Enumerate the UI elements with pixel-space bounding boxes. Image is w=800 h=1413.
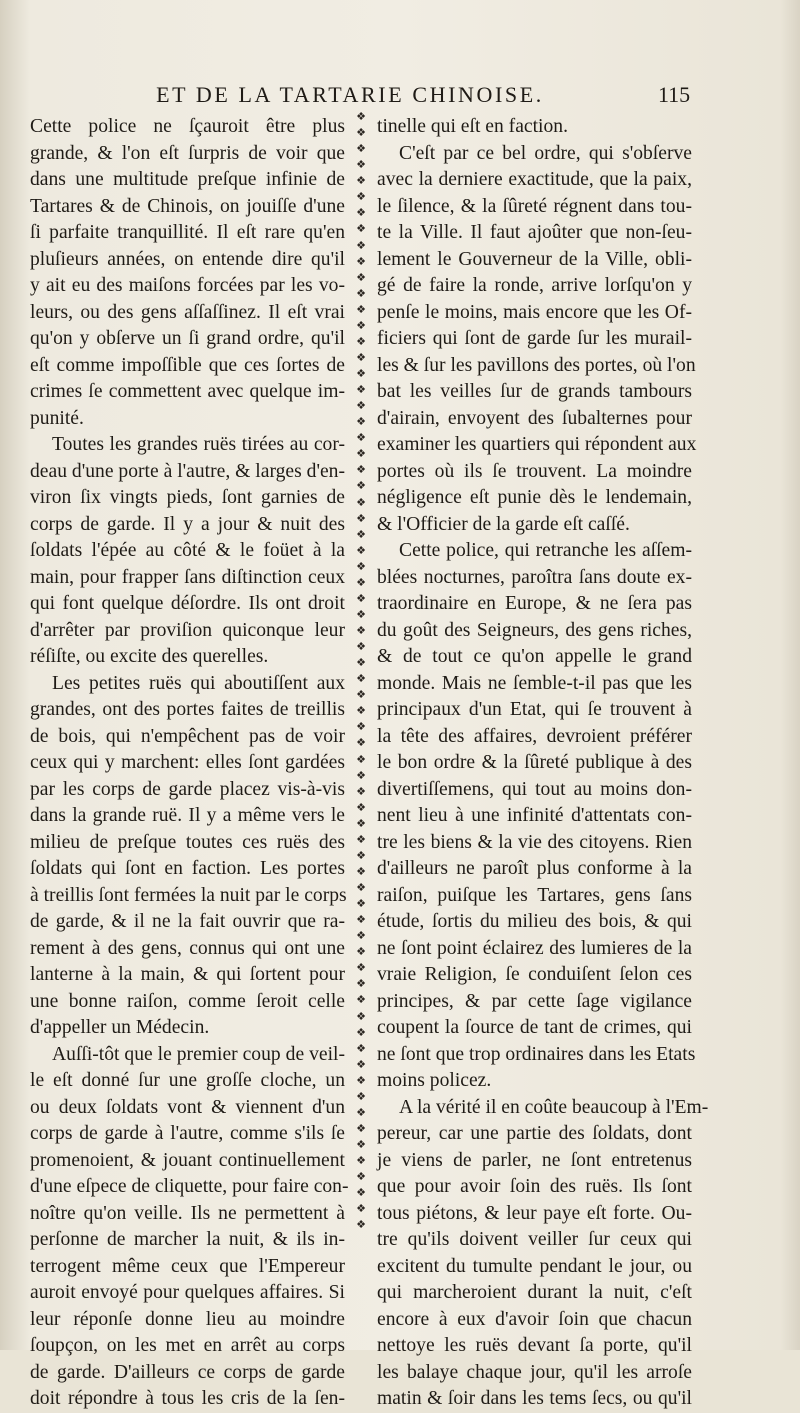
fleuron-ornament: ❖ [356, 849, 366, 862]
text-line: coupent la ſource de tant de crimes, qui [377, 1017, 692, 1038]
fleuron-ornament: ❖ [356, 480, 366, 493]
fleuron-ornament: ❖ [356, 1139, 366, 1151]
text-line: tous piétons, & leur paye eſt forte. Ou- [377, 1202, 692, 1224]
text-line: noître qu'on veille. Ils ne permettent à [30, 1202, 345, 1224]
fleuron-ornament: ❖ [356, 207, 366, 220]
text-line: ficiers qui ſont de garde ſur les murail- [377, 328, 692, 349]
text-line: ſoldats qui ſont en faction. Les portes [30, 858, 345, 879]
text-line: du goût des Seigneurs, des gens riches, [377, 619, 692, 641]
text-line: avec la derniere exactitude, que la paix, [377, 169, 692, 190]
fleuron-ornament: ❖ [356, 1106, 366, 1119]
text-line: ne ſont point éclairez des lumieres de la [377, 937, 692, 959]
fleuron-ornament: ❖ [356, 319, 366, 332]
fleuron-ornament: ❖ [356, 1155, 366, 1168]
fleuron-ornament: ❖ [356, 592, 366, 605]
text-line: de bois, qui n'empêchent pas de voir [30, 725, 345, 747]
text-line: C'eſt par ce bel ordre, qui s'obſerve [399, 142, 692, 164]
fleuron-ornament: ❖ [356, 898, 366, 911]
fleuron-ornament: ❖ [356, 625, 366, 637]
text-line: eſt comme impoſſible que ces ſortes de [30, 354, 345, 376]
fleuron-ornament: ❖ [356, 946, 366, 959]
text-line: ſoupçon, on les met en arrêt au corps [30, 1335, 345, 1356]
fleuron-ornament: ❖ [356, 1219, 366, 1232]
text-line: corps de garde. Il y a jour & nuit des [30, 513, 345, 535]
text-line: le bon ordre & la ſûreté publique à des [377, 752, 692, 773]
text-line: les balaye chaque jour, qu'il les arroſe [377, 1361, 692, 1383]
text-line: dans la grande ruë. Il y a même vers le [30, 805, 345, 826]
running-head [0, 78, 800, 118]
text-line: auroit envoyé pour quelques affaires. Si [30, 1282, 345, 1303]
right-column [377, 114, 709, 1409]
fleuron-ornament: ❖ [356, 111, 366, 123]
text-line: raiſon, puiſque les Tartares, gens ſans [377, 884, 692, 906]
fleuron-ornament: ❖ [356, 1010, 366, 1023]
text-line: leurs, ou des gens aſſaſſinez. Il eſt vrai [30, 301, 345, 323]
text-line: crimes ſe commettent avec quelque im- [30, 381, 345, 402]
text-line: corps de garde à l'autre, comme s'ils ſe [30, 1123, 345, 1144]
text-line: de garde. D'ailleurs ce corps de garde [30, 1361, 345, 1383]
text-line: ou deux ſoldats vont & viennent d'un [30, 1096, 345, 1118]
fleuron-ornament: ❖ [356, 1058, 366, 1071]
fleuron-ornament: ❖ [356, 737, 366, 750]
fleuron-ornament: ❖ [356, 400, 366, 413]
text-line: qui marcheroient durant la nuit, c'eſt [377, 1282, 692, 1303]
fleuron-ornament: ❖ [356, 1042, 366, 1055]
fleuron-ornament: ❖ [356, 785, 366, 798]
fleuron-ornament: ❖ [356, 978, 366, 991]
text-line: bat les veilles ſur de grands tambours [377, 381, 692, 402]
fleuron-ornament: ❖ [356, 528, 366, 541]
fleuron-ornament: ❖ [356, 223, 366, 236]
text-line: excitent du tumulte pendant le jour, ou [377, 1255, 692, 1277]
text-line: moins policez. [377, 1070, 492, 1091]
text-line: ceux qui y marchent: elles ſont gardées [30, 752, 345, 773]
fleuron-ornament: ❖ [356, 673, 366, 686]
text-line: que pour avoir ſoin des ruës. Ils ſont [377, 1176, 692, 1197]
text-line: & de tout ce qu'on appelle le grand [377, 646, 692, 667]
fleuron-ornament: ❖ [356, 127, 366, 140]
fleuron-ornament: ❖ [356, 705, 366, 718]
text-line: la tête des affaires, devroient préférer [377, 725, 692, 747]
text-line: nent lieu à une infinité d'attentats con- [377, 805, 692, 826]
fleuron-ornament: ❖ [356, 930, 366, 943]
text-line: principaux d'un Etat, qui ſe trouvent à [377, 699, 692, 720]
text-line: Auſſi-tôt que le premier coup de veil- [52, 1043, 345, 1065]
fleuron-ornament: ❖ [356, 865, 366, 878]
text-line: traordinaire en Europe, & ne ſera pas [377, 593, 692, 614]
text-line: A la vérité il en coûte beaucoup à l'Em- [399, 1096, 709, 1118]
text-line: deau d'une porte à l'autre, & larges d'en- [30, 460, 345, 482]
fleuron-ornament: ❖ [356, 255, 366, 268]
fleuron-ornament: ❖ [356, 159, 366, 172]
text-line: qu'on y obſerve un ſi grand ordre, qu'il [30, 328, 345, 349]
fleuron-ornament: ❖ [356, 239, 366, 252]
left-column [30, 114, 349, 1409]
fleuron-ornament: ❖ [356, 1026, 366, 1039]
fleuron-ornament: ❖ [356, 191, 366, 204]
fleuron-ornament: ❖ [356, 914, 366, 927]
text-line: par les corps de garde placez vis-à-vis [30, 778, 345, 800]
text-line: réſiſte, ou excite des querelles. [30, 646, 269, 667]
text-line: gé de faire la ronde, arrive lorſqu'on y [377, 275, 692, 296]
fleuron-ornament: ❖ [356, 303, 366, 316]
fleuron-ornament: ❖ [356, 496, 366, 509]
text-line: d'arrêter par proviſion quiconque leur [30, 619, 345, 641]
fleuron-ornament: ❖ [356, 721, 366, 734]
fleuron-ornament: ❖ [356, 753, 366, 766]
text-line: vraie Religion, ſe conduiſent ſelon ces [377, 964, 692, 985]
fleuron-ornament: ❖ [356, 368, 366, 380]
text-line: d'appeller un Médecin. [30, 1017, 210, 1038]
text-line: pluſieurs années, on entende dire qu'il [30, 248, 345, 270]
text-line: d'airain, envoyent des ſubalternes pour [377, 407, 692, 429]
text-line: penſe le moins, mais encore que les Of- [377, 301, 692, 323]
text-line: doit répondre à tous les cris de la ſen- [30, 1388, 345, 1409]
fleuron-ornament: ❖ [356, 608, 366, 621]
fleuron-ornament: ❖ [356, 882, 366, 894]
page-number: 115 [658, 82, 691, 107]
fleuron-ornament: ❖ [356, 175, 366, 188]
running-title: ET DE LA TARTARIE CHINOISE. [156, 82, 544, 107]
fleuron-ornament: ❖ [356, 1203, 366, 1216]
text-line: ſi parfaite tranquillité. Il eſt rare qu'en [30, 222, 345, 243]
fleuron-ornament: ❖ [356, 384, 366, 397]
fleuron-ornament: ❖ [356, 544, 366, 557]
text-line: viron ſix vingts pieds, ſont garnies de [30, 487, 345, 508]
text-line: pereur, car une partie des ſoldats, dont [377, 1123, 692, 1144]
text-line: examiner les quartiers qui répondent aux [377, 434, 697, 455]
text-line: à treillis ſont fermées la nuit par le corps [30, 884, 347, 906]
fleuron-ornament: ❖ [356, 287, 366, 300]
text-line: lanterne à la main, & qui ſortent pour [30, 964, 345, 985]
text-line: terrogent même ceux que l'Empereur [30, 1255, 345, 1277]
fleuron-ornament: ❖ [356, 1090, 366, 1103]
fleuron-ornament: ❖ [356, 817, 366, 830]
text-line: Cette police ne ſçauroit être plus [30, 116, 345, 137]
text-line: encore à eux d'avoir ſoin que chacun [377, 1308, 692, 1330]
text-line: lement le Gouverneur de la Ville, obli- [377, 248, 692, 270]
fleuron-ornament: ❖ [356, 641, 366, 654]
text-line: le eſt donné ſur une groſſe cloche, un [30, 1070, 345, 1091]
text-line: je viens de parler, ne ſont entretenus [377, 1149, 692, 1171]
text-line: ſoldats l'épée au côté & le foüet à la [30, 540, 345, 561]
fleuron-ornament: ❖ [356, 576, 366, 589]
text-line: leur réponſe donne lieu au moindre [30, 1308, 345, 1330]
text-line: principes, & par cette ſage vigilance [377, 990, 692, 1012]
text-line: le ſilence, & la ſûreté régnent dans tou- [377, 195, 692, 217]
fleuron-ornament: ❖ [356, 1122, 366, 1135]
fleuron-ornament: ❖ [356, 464, 366, 477]
fleuron-ornament: ❖ [356, 689, 366, 702]
text-line: te la Ville. Il faut ajoûter que non-ſeu- [377, 222, 692, 243]
column-divider-ornament [350, 112, 372, 1232]
text-line: y ait eu des maiſons forcées par les vo- [30, 275, 345, 296]
text-line: Les petites ruës qui aboutiſſent aux [52, 672, 345, 694]
fleuron-ornament: ❖ [356, 801, 366, 814]
text-line: tre les biens & la vie des citoyens. Rien [377, 831, 692, 853]
text-line: & l'Officier de la garde eſt caſſé. [377, 513, 630, 535]
text-line: grandes, ont des portes faites de treillis [30, 699, 345, 720]
text-line: matin & ſoir dans les tems ſecs, ou qu'il [377, 1388, 692, 1409]
text-line: punité. [30, 407, 84, 429]
text-line: divertiſſemens, qui tout au moins don- [377, 778, 692, 800]
text-line: grande, & l'on eſt ſurpris de voir que [30, 142, 345, 164]
fleuron-ornament: ❖ [356, 448, 366, 461]
text-line: dans une multitude preſque infinie de [30, 169, 345, 190]
text-line: d'une eſpece de cliquette, pour faire con- [30, 1176, 349, 1197]
text-line: tre qu'ils doivent veiller ſur ceux qui [377, 1229, 692, 1250]
fleuron-ornament: ❖ [356, 416, 366, 429]
fleuron-ornament: ❖ [356, 351, 366, 364]
text-line: portes où ils ſe trouvent. La moindre [377, 460, 692, 482]
fleuron-ornament: ❖ [356, 143, 366, 156]
fleuron-ornament: ❖ [356, 994, 366, 1007]
fleuron-ornament: ❖ [356, 512, 366, 525]
text-line: Cette police, qui retranche les aſſem- [399, 540, 692, 561]
text-line: perſonne de marcher la nuit, & ils in- [30, 1229, 345, 1250]
fleuron-ornament: ❖ [356, 769, 366, 782]
text-line: blées nocturnes, paroîtra ſans doute ex- [377, 566, 692, 588]
text-line: qui font quelque déſordre. Ils ont droit [30, 593, 345, 614]
text-line: tinelle qui eſt en faction. [377, 116, 568, 137]
text-line: rement à des gens, connus qui ont une [30, 937, 345, 959]
text-line: une bonne raiſon, comme ſeroit celle [30, 990, 345, 1012]
fleuron-ornament: ❖ [356, 657, 366, 670]
text-line: milieu de preſque toutes ces ruës des [30, 831, 345, 853]
text-line: main, pour frapper ſans diſtinction ceux [30, 566, 345, 588]
text-line: de garde, & il ne la fait ouvrir que ra- [30, 911, 345, 932]
text-line: ne ſont que trop ordinaires dans les Etats [377, 1043, 696, 1065]
fleuron-ornament: ❖ [356, 335, 366, 348]
fleuron-ornament: ❖ [356, 1074, 366, 1087]
text-line: Tartares & de Chinois, on jouiſſe d'une [30, 195, 345, 217]
fleuron-ornament: ❖ [356, 560, 366, 573]
text-line: nettoye les ruës devant ſa porte, qu'il [377, 1335, 692, 1356]
text-line: monde. Mais ne ſemble-t-il pas que les [377, 672, 692, 694]
text-line: Toutes les grandes ruës tirées au cor- [52, 434, 345, 455]
text-line: négligence eſt punie dès le lendemain, [377, 487, 692, 508]
text-line: étude, ſortis du milieu des bois, & qui [377, 911, 692, 932]
fleuron-ornament: ❖ [356, 271, 366, 284]
fleuron-ornament: ❖ [356, 1187, 366, 1200]
text-line: les & ſur les pavillons des portes, où l'on [377, 354, 696, 376]
fleuron-ornament: ❖ [356, 1171, 366, 1184]
text-line: d'ailleurs ne paroît plus conforme à la [377, 858, 692, 879]
fleuron-ornament: ❖ [356, 833, 366, 846]
fleuron-ornament: ❖ [356, 962, 366, 975]
text-line: promenoient, & jouant continuellement [30, 1149, 345, 1171]
fleuron-ornament: ❖ [356, 432, 366, 445]
